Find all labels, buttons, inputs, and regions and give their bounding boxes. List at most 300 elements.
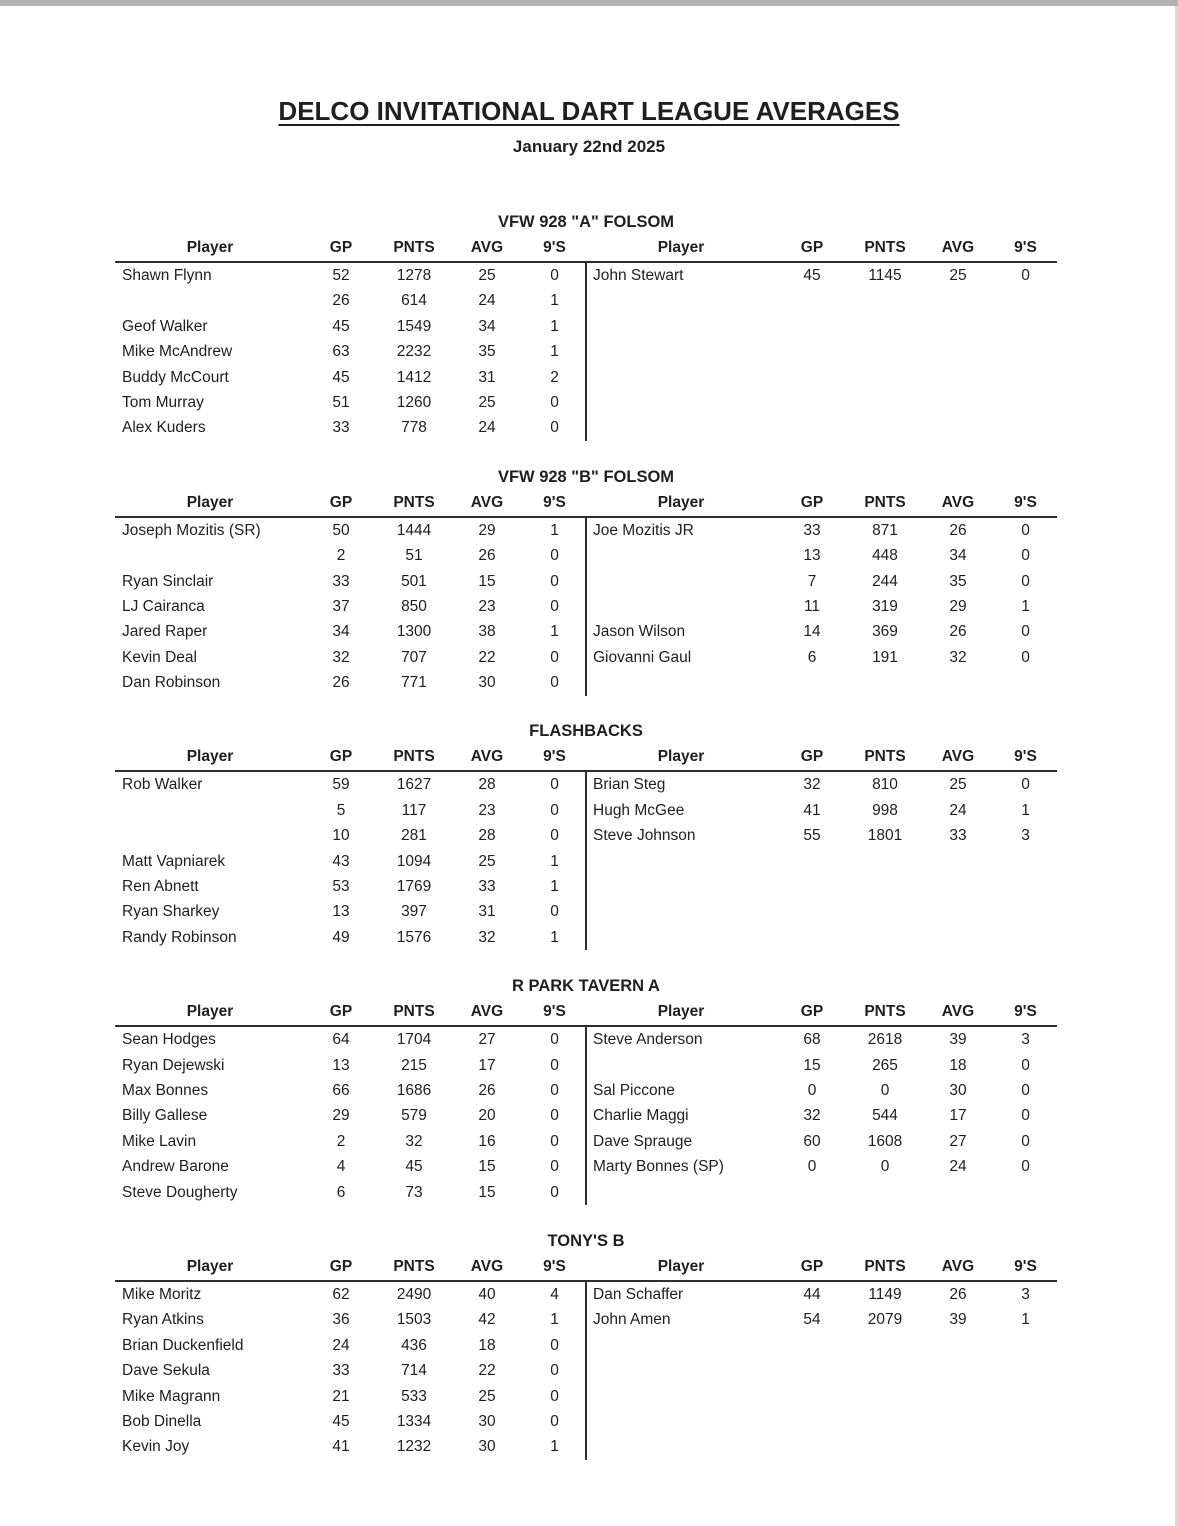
table-row [115,772,586,797]
header-row [586,744,1057,772]
player-name-cell: Ryan Sinclair [122,572,214,590]
player-name-cell: Ryan Atkins [122,1311,204,1329]
gp-cell: 55 [803,827,821,845]
gp-cell [776,390,848,415]
gp-cell: 41 [803,801,821,819]
avg-cell [922,288,994,313]
avg-cell [922,390,994,415]
avg-cell: 34 [478,317,496,335]
avg-cell: 33 [949,827,967,845]
gp-cell: 15 [803,1056,821,1074]
pnts-cell: 117 [401,801,427,819]
player-name-cell: Shawn Flynn [122,267,212,284]
gp-cell: 51 [332,393,350,411]
table-row [586,823,1057,848]
table-rows [115,518,586,696]
column-header: PNTS [393,239,435,256]
pnts-cell: 244 [872,572,898,590]
left-table [115,490,586,696]
pnts-cell: 871 [872,521,898,539]
column-header: Player [186,1257,234,1275]
nines-cell: 1 [550,878,559,896]
player-name-cell: Marty Bonnes (SP) [593,1158,724,1176]
column-header: 9'S [543,493,566,511]
pnts-cell: 2232 [396,343,432,361]
table-row [586,670,1057,695]
table-row [115,619,586,644]
gp-cell: 26 [332,674,350,692]
pnts-cell [848,415,922,440]
player-name-cell: Buddy McCourt [122,368,229,386]
column-header: 9'S [543,1003,566,1021]
gp-cell: 24 [332,1336,350,1354]
table-row [586,339,1057,364]
pnts-cell: 810 [872,776,898,794]
column-header: PNTS [864,239,906,256]
column-header: GP [800,239,824,256]
avg-cell: 28 [478,776,496,794]
pnts-cell: 614 [401,292,427,310]
nines-cell: 0 [550,1081,559,1099]
player-name-cell [586,1053,776,1078]
pnts-cell: 1149 [868,1285,902,1303]
avg-cell: 15 [478,1183,496,1201]
sections-container [115,210,1057,1460]
table-row [586,288,1057,313]
pnts-cell: 265 [872,1056,898,1074]
gp-cell [776,1384,848,1409]
table-row [115,670,586,695]
pnts-cell [848,899,922,924]
pnts-cell: 1627 [396,776,432,794]
nines-cell: 4 [550,1285,559,1303]
player-name-cell: Mike McAndrew [122,343,233,361]
nines-cell: 3 [1021,827,1030,845]
table-row [115,1103,586,1128]
player-name-cell [586,1384,776,1409]
gp-cell [776,339,848,364]
gp-cell: 43 [332,852,350,870]
column-header: Player [186,1003,234,1021]
gp-cell: 5 [336,801,346,819]
table-row [586,772,1057,797]
section-title: VFW 928 "A" FOLSOM [497,213,675,231]
nines-cell: 0 [1021,623,1030,641]
pnts-cell [848,339,922,364]
table-row [586,899,1057,924]
pnts-cell: 533 [401,1387,427,1405]
pnts-cell: 1094 [396,852,432,870]
pnts-cell [848,849,922,874]
table-row [115,288,586,313]
player-name-cell: John Amen [593,1311,671,1329]
table-row [115,1129,586,1154]
player-name-cell: Matt Vapniarek [122,852,226,870]
table-row [586,1180,1057,1205]
player-name-cell [586,670,776,695]
page-subtitle: January 22nd 2025 [512,137,666,156]
table-row [115,1154,586,1179]
gp-cell: 49 [332,928,350,946]
avg-cell: 17 [949,1107,967,1125]
table-row [115,1078,586,1103]
table-row [115,1434,586,1459]
table-rows [115,772,586,950]
avg-cell [922,1180,994,1205]
avg-cell [922,1384,994,1409]
column-header: AVG [470,1257,504,1275]
nines-cell: 1 [550,317,559,335]
avg-cell: 24 [949,1158,967,1176]
nines-cell [994,899,1057,924]
pnts-cell: 1278 [396,267,432,284]
avg-cell: 18 [949,1056,967,1074]
avg-cell: 25 [478,1387,496,1405]
avg-cell: 17 [478,1056,496,1074]
table-row [586,874,1057,899]
table-row [586,1103,1057,1128]
nines-cell: 1 [550,292,559,310]
pnts-cell: 1260 [396,393,432,411]
player-name-cell [586,339,776,364]
player-name-cell [586,925,776,950]
player-name-cell: Brian Duckenfield [122,1336,244,1354]
column-header: Player [657,1257,705,1275]
nines-cell: 0 [550,827,559,845]
table-row [586,415,1057,440]
player-name-cell: Joe Mozitis JR [593,521,694,539]
nines-cell: 0 [550,648,559,666]
column-header: AVG [470,239,504,256]
table-row [115,365,586,390]
avg-cell: 26 [949,521,967,539]
gp-cell: 6 [807,648,817,666]
player-name-cell: Rob Walker [122,776,203,794]
table-row [586,849,1057,874]
avg-cell: 31 [478,903,496,921]
table-row [115,390,586,415]
nines-cell: 0 [1021,1107,1030,1125]
nines-cell: 3 [1021,1031,1030,1049]
player-name-cell: John Stewart [593,267,684,284]
pnts-cell: 1608 [867,1132,903,1150]
gp-cell: 62 [332,1285,350,1303]
section-table [115,235,1057,441]
pnts-cell: 0 [880,1081,890,1099]
player-name-cell: Max Bonnes [122,1081,209,1099]
player-name-cell [586,1434,776,1459]
avg-cell [922,849,994,874]
player-name-cell: Ren Abnett [122,878,199,896]
gp-cell: 29 [332,1107,350,1125]
column-header: PNTS [864,748,906,766]
table-row [586,1434,1057,1459]
pnts-cell [848,670,922,695]
table-row [586,925,1057,950]
table-rows [586,1027,1057,1205]
window-top-bar [0,0,1178,6]
avg-cell [922,925,994,950]
avg-cell: 23 [478,597,496,615]
pnts-cell: 998 [872,801,898,819]
pnts-cell [848,390,922,415]
avg-cell: 40 [478,1285,496,1303]
pnts-cell: 191 [872,648,898,666]
section-title: R PARK TAVERN A [512,977,660,996]
nines-cell: 0 [1021,1081,1030,1099]
avg-cell: 16 [478,1132,496,1150]
gp-cell [776,670,848,695]
gp-cell [776,899,848,924]
table-row [586,1282,1057,1307]
table-rows [586,518,1057,696]
header-row [115,490,586,518]
column-header: GP [329,1257,353,1275]
nines-cell: 1 [1021,597,1030,615]
column-header: 9'S [1014,1003,1037,1021]
player-name-cell: Dave Sekula [122,1362,210,1380]
table-row [586,798,1057,823]
table-row [586,1307,1057,1332]
nines-cell: 0 [550,1183,559,1201]
player-name-cell [586,288,776,313]
table-row [115,849,586,874]
player-name-cell: Dan Robinson [122,674,221,692]
player-name-cell: Joseph Mozitis (SR) [122,521,261,539]
pnts-cell [848,1409,922,1434]
table-row [586,1154,1057,1179]
table-row [586,645,1057,670]
avg-cell: 25 [478,852,496,870]
gp-cell: 32 [803,1107,821,1125]
player-name-cell [586,874,776,899]
nines-cell: 0 [1021,1056,1030,1074]
avg-cell: 26 [478,1081,496,1099]
column-header: AVG [941,1257,975,1275]
pnts-cell: 397 [401,903,427,921]
gp-cell: 13 [332,903,350,921]
avg-cell: 24 [478,292,496,310]
pnts-cell: 2618 [867,1031,903,1049]
avg-cell [922,1333,994,1358]
avg-cell: 32 [949,648,967,666]
column-header: GP [329,1003,353,1021]
nines-cell [994,874,1057,899]
player-name-cell: Ryan Dejewski [122,1056,225,1074]
nines-cell: 0 [550,597,559,615]
nines-cell: 0 [550,1031,559,1049]
player-name-cell [586,1333,776,1358]
avg-cell: 25 [478,393,496,411]
right-table [586,744,1057,950]
left-table [115,1254,586,1460]
avg-cell: 30 [478,674,496,692]
avg-cell [922,314,994,339]
gp-cell: 68 [803,1031,821,1049]
player-name-cell: Andrew Barone [122,1158,229,1176]
table-row [115,1053,586,1078]
column-header: PNTS [393,748,435,766]
nines-cell: 1 [550,852,559,870]
table-row [586,1053,1057,1078]
table-row [586,1384,1057,1409]
nines-cell: 1 [550,343,559,361]
table-row [115,925,586,950]
pnts-cell [848,1333,922,1358]
pnts-cell: 544 [872,1107,898,1125]
avg-cell: 27 [949,1132,967,1150]
pnts-cell [848,1358,922,1383]
avg-cell: 15 [478,572,496,590]
table-row [115,339,586,364]
player-name-cell: Mike Magrann [122,1387,221,1405]
column-header: PNTS [393,1257,435,1275]
pnts-cell: 1300 [396,623,432,641]
table-row [586,1358,1057,1383]
gp-cell [776,849,848,874]
avg-cell [922,365,994,390]
column-header: 9'S [543,748,566,766]
pnts-cell: 1412 [396,368,432,386]
pnts-cell: 0 [880,1158,890,1176]
pnts-cell: 579 [401,1107,427,1125]
avg-cell: 30 [478,1438,496,1456]
gp-cell [776,415,848,440]
pnts-cell [848,874,922,899]
gp-cell [776,874,848,899]
gp-cell [776,288,848,313]
gp-cell [776,1333,848,1358]
gp-cell: 52 [332,267,350,284]
avg-cell: 20 [478,1107,496,1125]
gp-cell: 44 [803,1285,821,1303]
section-title: FLASHBACKS [529,722,643,741]
avg-cell [922,1409,994,1434]
pnts-cell: 1576 [396,928,432,946]
column-header: Player [657,239,705,256]
gp-cell: 21 [332,1387,350,1405]
avg-cell [922,874,994,899]
player-name-cell: Sal Piccone [593,1081,675,1099]
pnts-cell [848,314,922,339]
nines-cell: 1 [550,1438,559,1456]
table-row [115,1027,586,1052]
column-header: GP [800,493,824,511]
nines-cell: 0 [550,674,559,692]
nines-cell: 0 [1021,1132,1030,1150]
gp-cell [776,1434,848,1459]
nines-cell [994,1333,1057,1358]
pnts-cell: 369 [872,623,898,641]
player-name-cell: Charlie Maggi [593,1107,689,1125]
gp-cell: 66 [332,1081,350,1099]
column-header: AVG [470,748,504,766]
player-name-cell [586,1180,776,1205]
gp-cell: 50 [332,521,350,539]
column-header: AVG [470,493,504,511]
column-header: 9'S [1014,1257,1037,1275]
right-table [586,490,1057,696]
player-name-cell [115,543,305,568]
nines-cell: 0 [550,267,559,284]
pnts-cell: 281 [401,827,427,845]
table-rows [115,1027,586,1205]
column-header: Player [186,493,234,511]
nines-cell: 3 [1021,1285,1030,1303]
header-row [115,744,586,772]
gp-cell: 54 [803,1311,821,1329]
header-row [586,235,1057,263]
player-name-cell [586,849,776,874]
column-header: 9'S [1014,748,1037,766]
player-name-cell [586,1358,776,1383]
section-table [115,1254,1057,1460]
table-row [586,1078,1057,1103]
nines-cell: 1 [1021,801,1030,819]
pnts-cell: 32 [405,1132,423,1150]
pnts-cell [848,925,922,950]
pnts-cell: 45 [405,1158,423,1176]
gp-cell: 32 [803,776,821,794]
gp-cell: 2 [336,547,346,565]
player-name-cell: Dan Schaffer [593,1285,684,1303]
nines-cell [994,1409,1057,1434]
nines-cell: 0 [550,1158,559,1176]
nines-cell: 0 [1021,267,1030,284]
column-header: Player [657,748,705,766]
nines-cell [994,1358,1057,1383]
player-name-cell: Mike Lavin [122,1132,197,1150]
pnts-cell: 714 [401,1362,427,1380]
avg-cell [922,415,994,440]
gp-cell: 41 [332,1438,350,1456]
pnts-cell: 1334 [396,1412,432,1430]
pnts-cell: 1232 [396,1438,432,1456]
player-name-cell [115,823,305,848]
nines-cell: 0 [1021,776,1030,794]
table-row [586,543,1057,568]
avg-cell: 39 [949,1031,967,1049]
nines-cell: 0 [1021,1158,1030,1176]
avg-cell: 24 [478,419,496,437]
table-row [115,1409,586,1434]
avg-cell: 30 [949,1081,967,1099]
pnts-cell: 1801 [867,827,903,845]
column-header: GP [329,748,353,766]
pnts-cell [848,1434,922,1459]
nines-cell [994,314,1057,339]
header-row [586,999,1057,1027]
player-name-cell: Ryan Sharkey [122,903,220,921]
table-row [586,569,1057,594]
section-table [115,490,1057,696]
player-name-cell: Giovanni Gaul [593,648,692,666]
nines-cell: 0 [550,419,559,437]
right-table [586,235,1057,441]
column-header: PNTS [864,493,906,511]
nines-cell: 0 [550,801,559,819]
player-name-cell: Steve Anderson [593,1031,703,1049]
table-row [115,645,586,670]
table-row [586,619,1057,644]
gp-cell: 33 [332,1362,350,1380]
column-header: AVG [941,239,975,256]
player-name-cell [586,569,776,594]
column-header: 9'S [543,239,566,256]
avg-cell: 31 [478,368,496,386]
gp-cell: 6 [336,1183,346,1201]
avg-cell [922,1358,994,1383]
